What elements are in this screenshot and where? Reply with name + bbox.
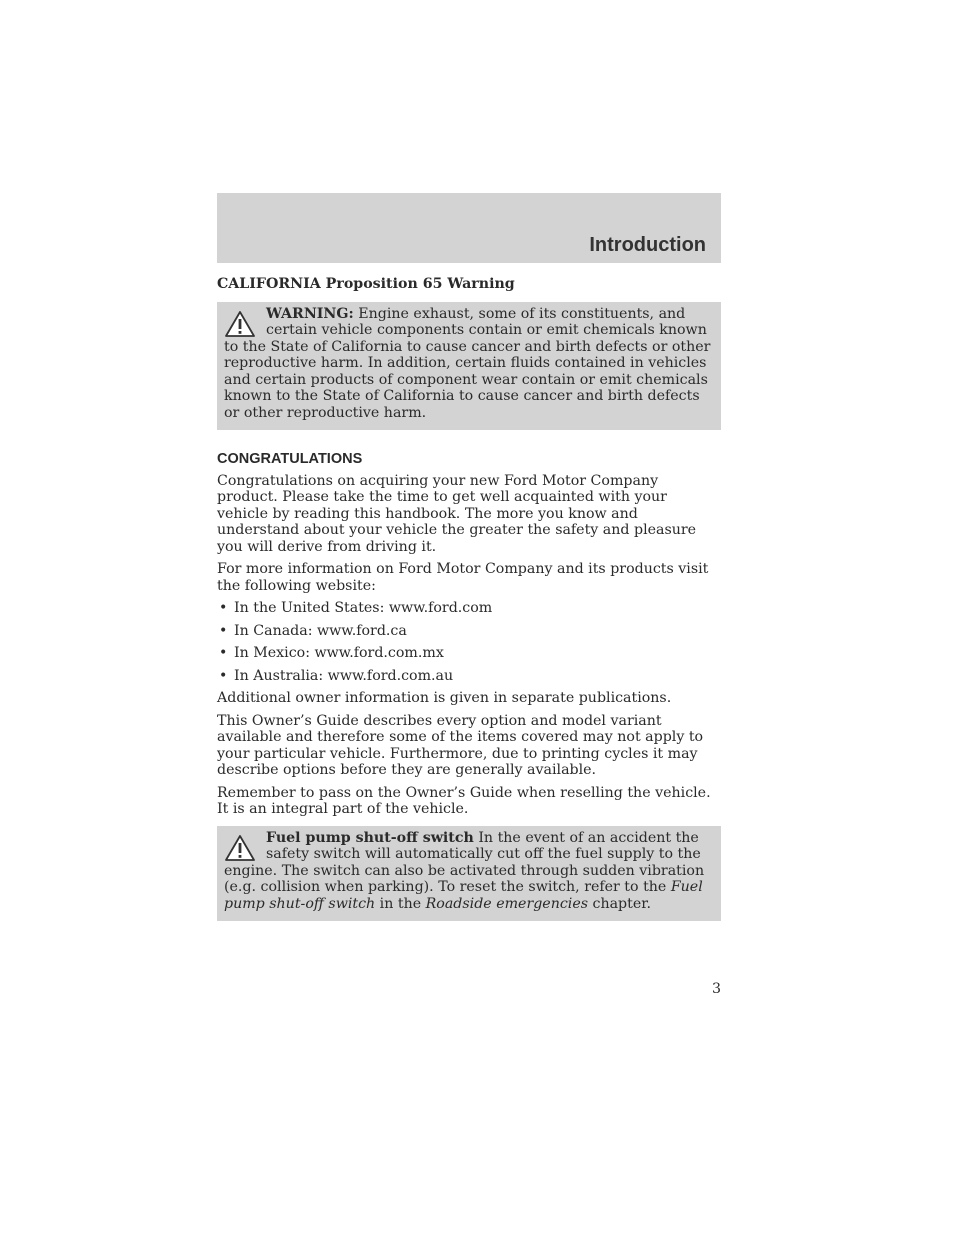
website-list — [217, 600, 721, 684]
fuel-pump-mid-text: in the — [375, 895, 426, 912]
congratulations-paragraph-1: Congratulations on acquiring your new Ford Motor Company product. Please take the time to get well acquainted with your vehicle by reading this handbook. The more you know and understand about your vehicle the greater the safety and pleasure you will derive from driving it. — [217, 472, 697, 555]
prop65-warning-box — [217, 302, 721, 431]
fuel-pump-note-box — [217, 826, 721, 922]
fuel-pump-end-text: chapter. — [588, 895, 651, 912]
section-header-band — [217, 193, 721, 263]
fuel-pump-label: Fuel pump shut-off switch — [266, 829, 474, 846]
congratulations-paragraph-5: Remember to pass on the Owner’s Guide when reselling the vehicle. It is an integral part of the vehicle. — [217, 784, 711, 817]
list-item — [217, 623, 721, 640]
website-canada: In Canada: www.ford.ca — [234, 622, 407, 639]
fuel-pump-reference: Fuel pump shut-off switch — [224, 879, 703, 912]
website-mexico: In Mexico: www.ford.com.mx — [234, 645, 444, 661]
prop65-warning-text — [224, 306, 711, 422]
fuel-pump-body: In the event of an accident the safety switch will automatically cut off the fuel supply to the engine. The switch can also be activated through sudden vibration (e.g. collision when parking). To reset the switch, refer to the — [224, 829, 705, 895]
chapter-reference: Roadside emergencies — [425, 895, 588, 912]
page-content — [217, 276, 721, 921]
bullet-icon: • — [219, 645, 228, 661]
list-item — [217, 600, 721, 617]
bullet-icon: • — [219, 667, 228, 684]
fuel-pump-note-text — [224, 830, 711, 913]
congratulations-paragraph-2: For more information on Ford Motor Company and its products visit the following website: — [217, 561, 709, 594]
list-item — [217, 668, 721, 685]
warning-body: Engine exhaust, some of its constituents, and certain vehicle components contain or emit chemicals known to the State of California to cause cancer and birth defects or other reproductive harm. In addition, certain fluids contained in vehicles and certain products of component wear contain or emit chemicals known to the State of California to cause cancer and birth defects or other reproductive harm. — [224, 305, 711, 421]
list-item — [217, 645, 721, 662]
page-number: 3 — [712, 981, 722, 997]
bullet-icon: • — [219, 600, 228, 616]
website-australia: In Australia: www.ford.com.au — [234, 667, 454, 684]
congratulations-title: CONGRATULATIONS — [217, 451, 363, 467]
warning-triangle-icon — [224, 310, 256, 338]
warning-label: WARNING: — [266, 305, 354, 322]
prop65-heading: CALIFORNIA Proposition 65 Warning — [217, 276, 515, 292]
congratulations-paragraph-3: Additional owner information is given in separate publications. — [217, 690, 672, 706]
section-title: Introduction — [589, 234, 706, 256]
congratulations-paragraph-4: This Owner’s Guide describes every option and model variant available and therefore some of the items covered may not apply to your particular vehicle. Furthermore, due to printing cycles it may describe options before they are generally available. — [217, 712, 704, 778]
website-us: In the United States: www.ford.com — [234, 600, 493, 616]
bullet-icon: • — [219, 622, 228, 639]
warning-triangle-icon — [224, 834, 256, 862]
